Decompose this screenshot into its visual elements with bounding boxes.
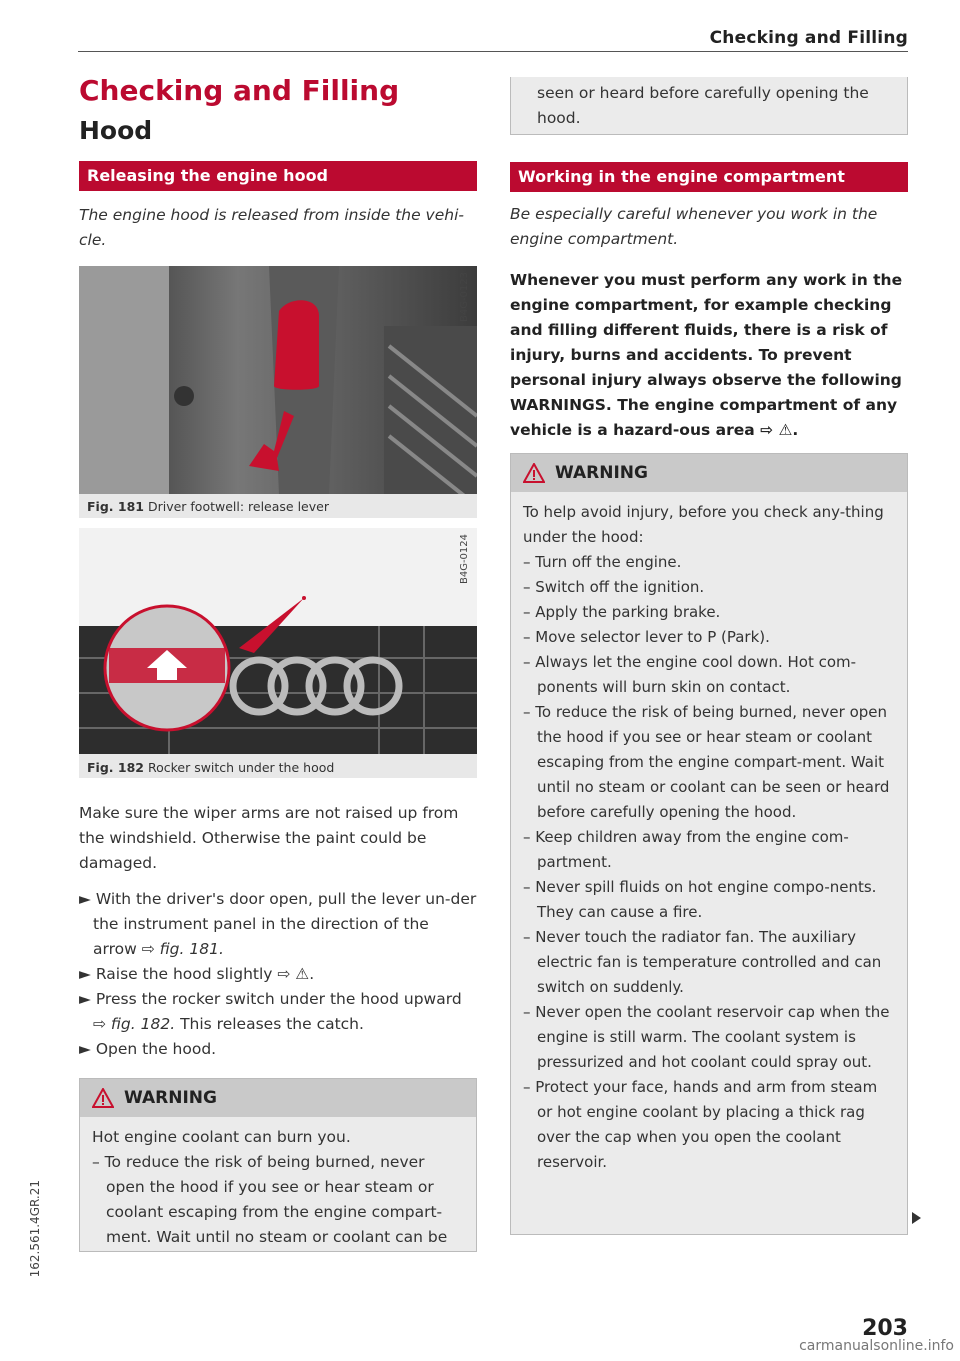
rocker-switch-illustration bbox=[79, 528, 477, 754]
figure-caption-text: Rocker switch under the hood bbox=[147, 760, 335, 775]
figure-label: Fig. 182 bbox=[87, 760, 144, 775]
watermark: carmanualsonline.info bbox=[799, 1338, 954, 1354]
safety-notice: Whenever you must perform any work in the engine compartment, for example checking and filling different fluids, there is a risk of injury, burns and accidents. To prevent personal injury always observe the following WARNINGS. The engine compartment of any vehicle is a hazard-ous area ⇨ ⚠. bbox=[510, 271, 903, 439]
paint-note: Make sure the wiper arms are not raised up from the windshield. Otherwise the paint could be damaged. bbox=[79, 804, 459, 872]
warning-item: – Always let the engine cool down. Hot com-ponents will burn skin on contact. bbox=[523, 653, 857, 696]
warning-item: – Protect your face, hands and arm from steam or hot engine coolant by placing a thick rag over the cap when you open the coolant reservoir. bbox=[523, 1078, 878, 1171]
warning-header bbox=[80, 1079, 476, 1117]
warning-body bbox=[511, 492, 907, 1183]
figure-label: Fig. 181 bbox=[87, 499, 144, 514]
step-item: ► Open the hood. bbox=[79, 1040, 217, 1058]
figure-reference[interactable]: ⇨ fig. 181. bbox=[141, 940, 224, 958]
intro-text: The engine hood is released from inside the vehi-cle. bbox=[79, 206, 464, 249]
warning-item: – Switch off the ignition. bbox=[523, 578, 705, 596]
continue-arrow-icon bbox=[912, 1212, 921, 1224]
page-number: 203 bbox=[862, 1316, 908, 1341]
warning-continuation-text: seen or heard before carefully opening the hood. bbox=[537, 84, 869, 127]
warning-item: – Move selector lever to P (Park). bbox=[523, 628, 770, 646]
step-item: ► Raise the hood slightly ⇨ ⚠. bbox=[79, 965, 315, 983]
section-title: Checking and Filling bbox=[79, 74, 400, 107]
document-code: 162.561.4GR.21 bbox=[28, 1180, 42, 1278]
warning-box-continuation bbox=[510, 77, 908, 135]
warning-item: – Never spill fluids on hot engine compo-nents. They can cause a fire. bbox=[523, 878, 877, 921]
warning-item: – Never touch the radiator fan. The auxiliary electric fan is temperature controlled and can switch on suddenly. bbox=[523, 928, 882, 996]
warning-item: – To reduce the risk of being burned, never open the hood if you see or hear steam or coolant escaping from the engine compart-ment. Wait until no steam or coolant can be bbox=[92, 1153, 448, 1246]
header-rule bbox=[78, 51, 908, 52]
section-bar-engine-compartment: Working in the engine compartment bbox=[510, 162, 908, 192]
warning-triangle-icon bbox=[523, 463, 545, 483]
warning-reference[interactable]: ⇨ ⚠. bbox=[277, 965, 315, 983]
running-head: Checking and Filling bbox=[709, 28, 908, 48]
figure-182 bbox=[79, 528, 477, 778]
step-item: ► Press the rocker switch under the hood upward ⇨ fig. 182. This releases the catch. bbox=[79, 990, 462, 1033]
intro-text: Be especially careful whenever you work in the engine compartment. bbox=[510, 205, 878, 248]
warning-header bbox=[511, 454, 907, 492]
figure-caption bbox=[87, 760, 334, 775]
warning-body bbox=[80, 1117, 476, 1258]
warning-title: WARNING bbox=[124, 1088, 217, 1108]
warning-item: – To reduce the risk of being burned, never open the hood if you see or hear steam or coolant escaping from the engine compart-ment. Wait until no steam or coolant can be seen or heard before carefully opening the hood. bbox=[523, 703, 890, 821]
figure-code: B4G-0124 bbox=[459, 534, 470, 585]
figure-caption bbox=[87, 499, 329, 514]
figure-181 bbox=[79, 266, 477, 518]
step-item: ► With the driver's door open, pull the lever un-der the instrument panel in the direction of the arrow ⇨ fig. 181. bbox=[79, 890, 477, 958]
warning-box bbox=[79, 1078, 477, 1252]
release-steps bbox=[79, 887, 477, 1062]
figure-reference[interactable]: ⇨ fig. 182. bbox=[93, 1015, 176, 1033]
warning-title: WARNING bbox=[555, 463, 648, 483]
warning-item: – Apply the parking brake. bbox=[523, 603, 721, 621]
warning-item: – Keep children away from the engine com-partment. bbox=[523, 828, 849, 871]
warning-box bbox=[510, 453, 908, 1235]
footwell-illustration bbox=[79, 266, 477, 494]
subsection-title: Hood bbox=[79, 116, 153, 145]
warning-triangle-icon bbox=[92, 1088, 114, 1108]
figure-code: B4G-0123 bbox=[459, 272, 470, 323]
figure-caption-text: Driver footwell: release lever bbox=[147, 499, 329, 514]
warning-item: – Never open the coolant reservoir cap when the engine is still warm. The coolant system is pressurized and hot coolant could spray out. bbox=[523, 1003, 890, 1071]
warning-lead: To help avoid injury, before you check any-thing under the hood: bbox=[523, 503, 884, 546]
section-bar-releasing-hood: Releasing the engine hood bbox=[79, 161, 477, 191]
warning-item: – Turn off the engine. bbox=[523, 553, 682, 571]
warning-line: Hot engine coolant can burn you. bbox=[92, 1128, 351, 1146]
